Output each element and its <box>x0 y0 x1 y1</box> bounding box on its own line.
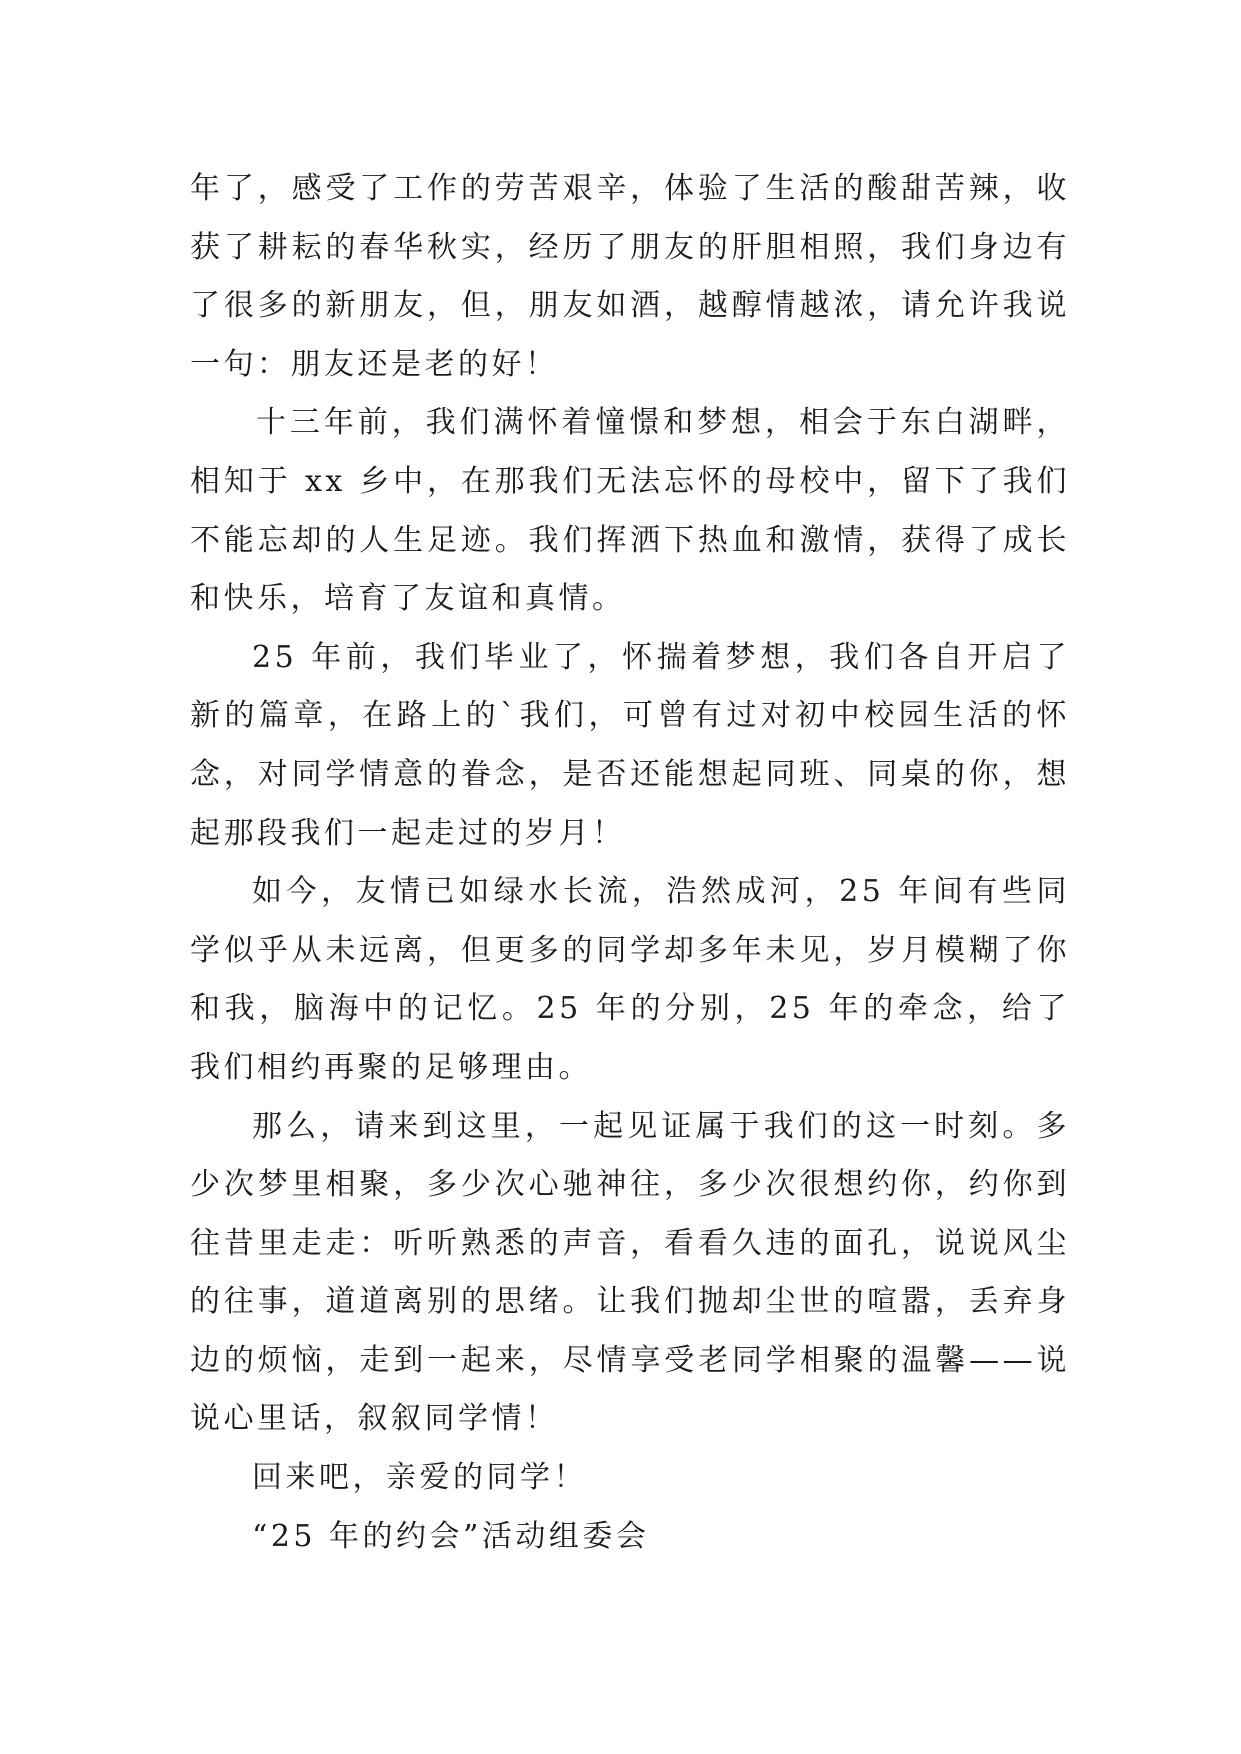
paragraph-friendship: 如今，友情已如绿水长流，浩然成河，25 年间有些同学似乎从未远离，但更多的同学却多年未见，岁月模糊了你和我，脑海中的记忆。25 年的分别，25 年的牵念，给了我们相约再聚的足够理由。 <box>190 874 1070 1085</box>
document-body <box>190 160 1070 1566</box>
paragraph-invitation: 那么，请来到这里，一起见证属于我们的这一时刻。多少次梦里相聚，多少次心驰神往，多少次很想约你，约你到往昔里走走：听听熟悉的声音，看看久违的面孔，说说风尘的往事，道道离别的思绪。让我们抛却尘世的喧嚣，丢弃身边的烦恼，走到一起来，尽情享受老同学相聚的温馨——说说心里话，叙叙同学情！ <box>190 1108 1070 1437</box>
paragraph-continuation: 年了，感受了工作的劳苦艰辛，体验了生活的酸甜苦辣，收获了耕耘的春华秋实，经历了朋友的肝胆相照，我们身边有了很多的新朋友，但，朋友如酒，越醇情越浓，请允许我说一句：朋友还是老的好！ <box>190 171 1070 382</box>
paragraph-thirteen-years-ago: 十三年前，我们满怀着憧憬和梦想，相会于东白湖畔，相知于 xx 乡中，在那我们无法忘怀的母校中，留下了我们不能忘却的人生足迹。我们挥洒下热血和激情，获得了成长和快乐，培育了友谊和真情。 <box>190 405 1070 617</box>
paragraph-graduation: 25 年前，我们毕业了，怀揣着梦想，我们各自开启了新的篇章，在路上的`我们，可曾有过对初中校园生活的怀念，对同学情意的眷念，是否还能想起同班、同桌的你，想起那段我们一起走过的岁月！ <box>190 639 1070 851</box>
signature-line: “25 年的约会”活动组委会 <box>252 1518 650 1554</box>
paragraph-come-back: 回来吧，亲爱的同学！ <box>252 1460 587 1496</box>
